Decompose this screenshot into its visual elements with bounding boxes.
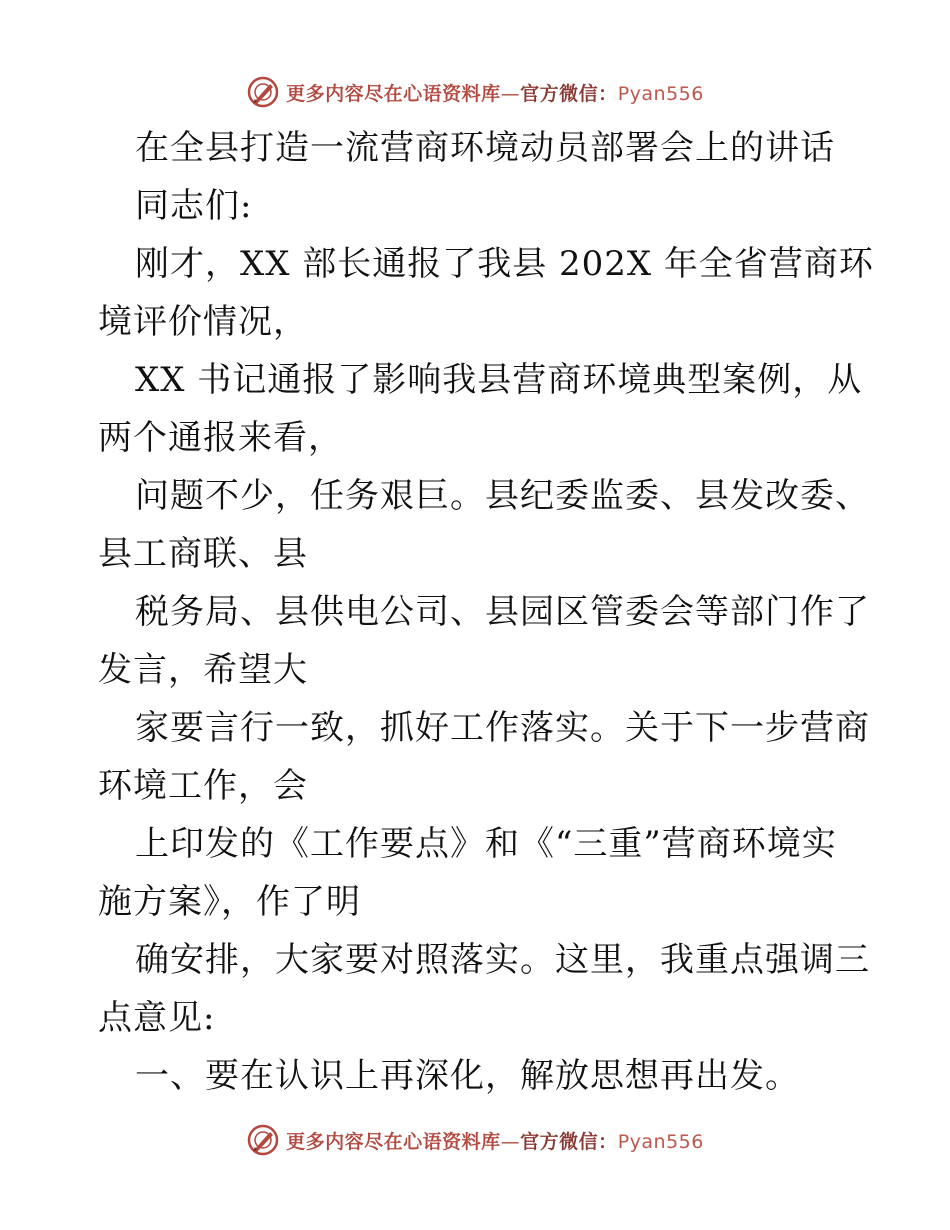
paragraph-line: 确安排，大家要对照落实。这里，我重点强调三 — [135, 940, 870, 980]
watermark-text — [286, 1127, 704, 1154]
paragraph-line: 刚才，XX 部长通报了我县 202X 年全省营商环 — [135, 244, 874, 284]
salutation: 同志们: — [135, 186, 253, 226]
paragraph-line: 境评价情况， — [98, 302, 308, 342]
paragraph-line: 问题不少，任务艰巨。县纪委监委、县发改委、 — [135, 476, 870, 516]
paragraph-line: XX 书记通报了影响我县营商环境典型案例，从 — [135, 360, 863, 400]
watermark-main: 更多内容尽在心语资料库 — [286, 1130, 501, 1153]
header-watermark — [0, 70, 950, 114]
watermark-label: 官方微信： — [520, 1130, 618, 1153]
watermark-separator: — — [500, 82, 521, 105]
pen-logo-icon — [246, 1123, 280, 1157]
paragraph-line: 点意见: — [98, 998, 216, 1038]
watermark-id: Pyan556 — [617, 1130, 704, 1153]
paragraph-line: 发言，希望大 — [98, 650, 308, 690]
paragraph-line: 县工商联、县 — [98, 534, 308, 574]
watermark-label: 官方微信： — [520, 82, 618, 105]
paragraph-line: 税务局、县供电公司、县园区管委会等部门作了 — [135, 592, 870, 632]
paragraph-line: 两个通报来看， — [98, 418, 343, 458]
watermark-id: Pyan556 — [617, 82, 704, 105]
watermark-main: 更多内容尽在心语资料库 — [286, 82, 501, 105]
section-heading: 一、要在认识上再深化，解放思想再出发。 — [135, 1056, 800, 1096]
paragraph-line: 施方案》，作了明 — [98, 882, 361, 922]
pen-logo-icon — [246, 75, 280, 109]
paragraph-line: 环境工作，会 — [98, 766, 308, 806]
document-title: 在全县打造一流营商环境动员部署会上的讲话 — [135, 128, 835, 168]
footer-watermark — [0, 1118, 950, 1162]
watermark-separator: — — [500, 1130, 521, 1153]
paragraph-line: 上印发的《工作要点》和《“三重”营商环境实 — [135, 824, 837, 864]
paragraph-line: 家要言行一致，抓好工作落实。关于下一步营商 — [135, 708, 870, 748]
watermark-text — [286, 79, 704, 106]
